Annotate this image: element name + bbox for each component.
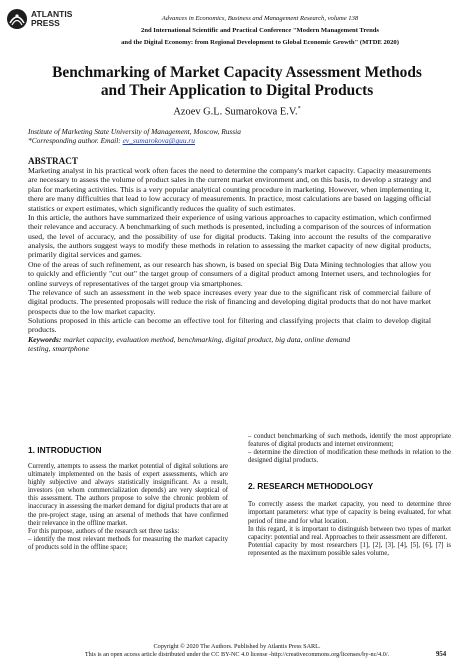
introduction-paragraph: Currently, attempts to assess the market potential of digital solutions are ultimately implemented on the basis of expert assessments, which are highly subjective and always statistically insignificant. As a result, investors (on whom commercialization depends) are very skeptical of this assessment. The authors propose to solve the chronic problem of inaccuracy in assessing the market demand for digital products that are at the pre-project stage, using an arsenal of methods that have confirmed their relevance in the offline market. bbox=[28, 463, 228, 527]
conference-line-2: and the Digital Economy: from Regional Development to Global Economic Growth" (MTDE 2020) bbox=[121, 39, 399, 46]
conference-line-1: 2nd International Scientific and Practical Conference "Modern Management Trends bbox=[141, 27, 379, 34]
paper-title-line-1: Benchmarking of Market Capacity Assessment Methods bbox=[52, 64, 422, 81]
author-names: Azoev G.L. Sumarokova E.V. bbox=[173, 106, 298, 118]
keywords-label: Keywords: bbox=[28, 334, 62, 344]
copyright-line: Copyright © 2020 The Authors. Published by Atlantis Press SARL. bbox=[153, 643, 321, 650]
left-column bbox=[28, 445, 228, 552]
affiliation-block bbox=[28, 127, 241, 145]
abstract-paragraph: In this article, the authors have summarized their experience of using various approaches to capacity estimation, which confirmed their relevance and accuracy. A benchmarking of such methods is presented, including a comparison of the sources of information used, the level of accuracy, and the possibility of use for digital products. Taking into account the results of the comparative analysis, the authors suggest ways to modify these methods in relation to assessing the market capacity of new digital products, primarily digital services and games. bbox=[28, 212, 431, 260]
abstract-paragraph: The relevance of such an assessment in the web space increases every year due to the significant risk of commercial failure of digital products. The presented proposals will reduce the risk of financing and developing digital products that do not have market prospects due to the low market capacity. bbox=[28, 287, 431, 316]
keywords bbox=[28, 335, 431, 344]
keywords-continuation: testing, smartphone bbox=[28, 344, 89, 354]
abstract-body bbox=[28, 166, 431, 354]
introduction-heading: 1. INTRODUCTION bbox=[28, 445, 102, 455]
methodology-paragraph: To correctly assess the market capacity, you need to determine three important parameters: what type of capacity is being evaluated, for what period of time and for what location. bbox=[248, 501, 451, 525]
publisher-name bbox=[31, 10, 72, 28]
running-header bbox=[70, 13, 450, 49]
right-column bbox=[248, 433, 451, 558]
abstract-paragraph: Solutions proposed in this article can become an effective tool for filtering and classifying projects that claim to develop digital products. bbox=[28, 316, 431, 335]
introduction-paragraph: – identify the most relevant methods for measuring the market capacity of products sold in the offline space; bbox=[28, 535, 228, 551]
publisher-logo bbox=[6, 8, 72, 30]
copyright-footer bbox=[20, 643, 454, 659]
methodology-paragraph: In this regard, it is important to distinguish between two types of market capacity: potential and real. Approaches to their assessment are different. bbox=[248, 525, 451, 541]
abstract-paragraph: One of the areas of such refinement, as our research has shown, is based on special Big Data Mining technologies that allow you to quickly and efficiently "cut out" the target group of consumers of a digital product among Internet users, and technologies for online surveys of representatives of the target group via smartphones. bbox=[28, 259, 431, 288]
keywords-text: market capacity, evaluation method, benchmarking, digital product, big data, online demand bbox=[61, 334, 351, 344]
abstract-paragraph: Marketing analyst in his practical work often faces the need to determine the company's market capacity. Capacity measurements are necessary to assess the volume of product sales in the current market environment and, on this basis, to develop a strategy and plan for marketing activities. This is a very popular analytical counting procedure in marketing. However, when implementing it, there are many difficulties that lead to low accuracy of measurements. In practice, most calculations are based on lagging official statistics or expert estimates, which significantly reduces the quality of such estimates. bbox=[28, 166, 431, 213]
paper-title bbox=[20, 64, 454, 100]
publisher-name-line1: ATLANTIS bbox=[31, 9, 73, 19]
journal-line: Advances in Economics, Business and Management Research, volume 138 bbox=[161, 15, 359, 22]
page-number: 954 bbox=[436, 651, 447, 658]
paper-title-line-2: and Their Application to Digital Products bbox=[100, 82, 374, 99]
introduction-paragraph: For this purpose, authors of the research set three tasks: bbox=[28, 527, 180, 535]
corresponding-author-line bbox=[28, 136, 241, 145]
corresponding-author-prefix: *Corresponding author. Email: bbox=[28, 136, 123, 146]
task-item: – conduct benchmarking of such methods, identify the most appropriate features of digital products and internet environment; bbox=[248, 433, 451, 449]
abstract-heading: ABSTRACT bbox=[28, 156, 79, 166]
publisher-name-line2: PRESS bbox=[31, 18, 60, 28]
affiliation: Institute of Marketing State University of Management, Moscow, Russia bbox=[28, 127, 241, 136]
methodology-heading: 2. RESEARCH METHODOLOGY bbox=[248, 481, 374, 492]
author-list bbox=[20, 103, 454, 118]
task-item: – determine the direction of modification these methods in relation to the designed digital products. bbox=[248, 449, 451, 465]
license-line: This is an open access article distributed under the CC BY-NC 4.0 license -http://creativecommons.org/licenses/by-nc/4.0/. bbox=[84, 651, 390, 659]
methodology-paragraph: Potential capacity by most researchers [1], [2], [3], [4], [5], [6], [7] is represented as the maximum possible sales volume, bbox=[248, 541, 451, 557]
atlantis-press-logo-icon bbox=[6, 8, 28, 30]
corresponding-author-mark: * bbox=[297, 106, 301, 112]
author-email-link[interactable]: ev_sumarokova@guu.ru bbox=[122, 136, 195, 146]
